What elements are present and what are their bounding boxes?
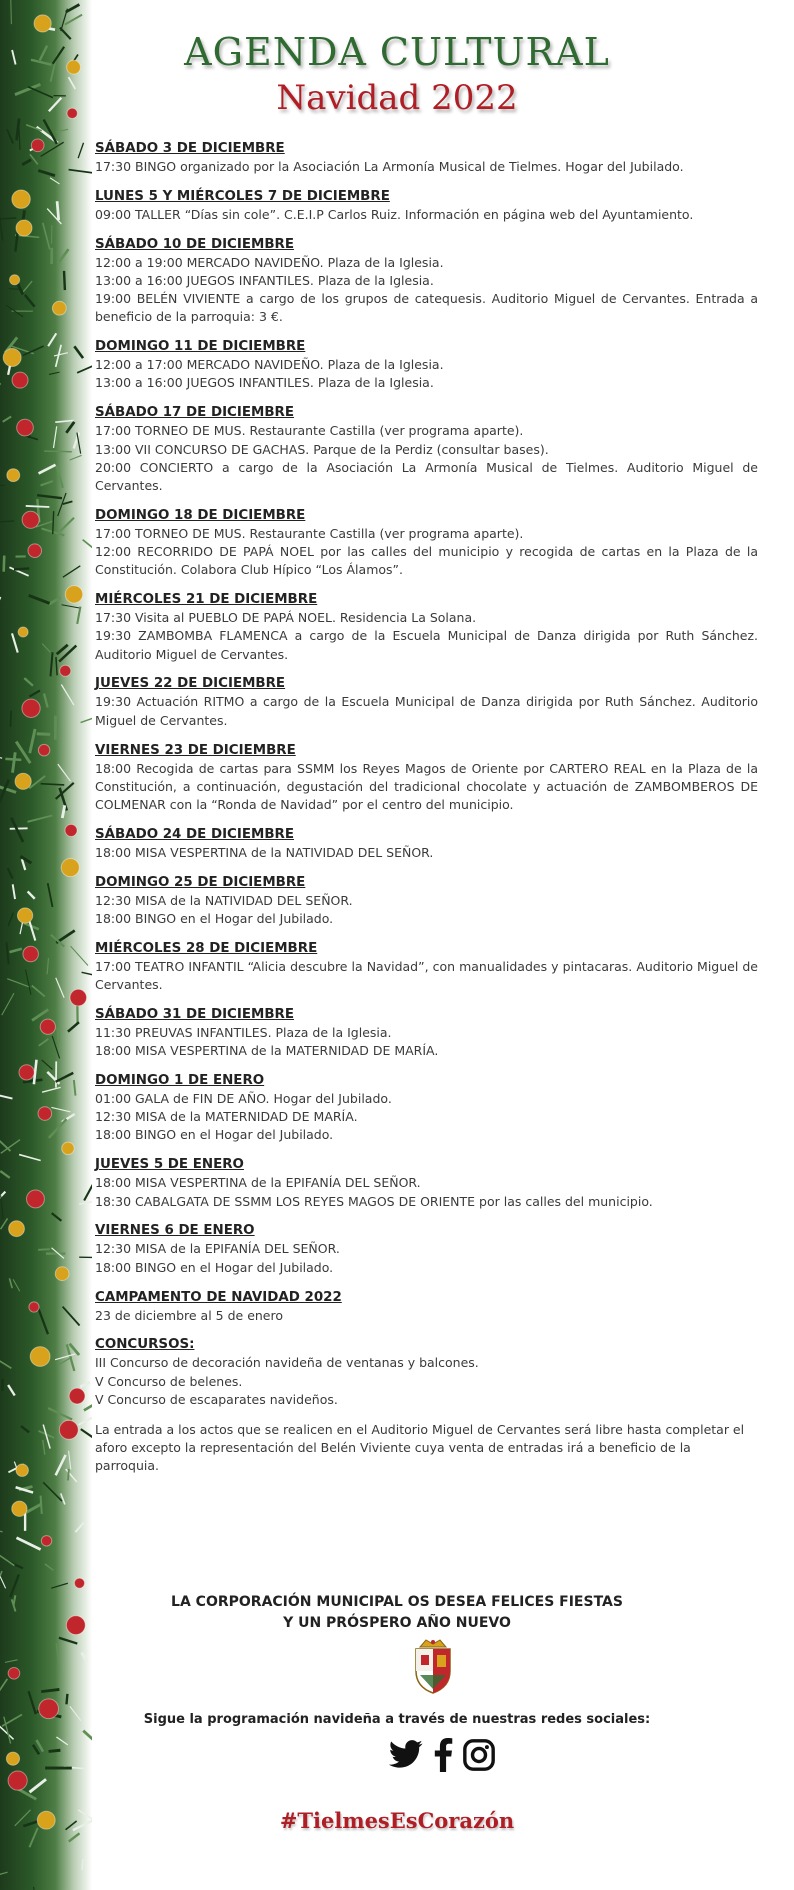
pine-needle [68,1022,79,1031]
day-title: CAMPAMENTO DE NAVIDAD 2022 [95,1289,342,1305]
pine-needle [58,764,71,781]
pine-needle [0,1354,11,1368]
ornament-ball [8,1667,20,1679]
event-line: 19:00 BELÉN VIVIENTE a cargo de los grupos de catequesis. Auditorio Miguel de Cervantes. Entrada a beneficio de la parroquia: 3 €. [95,291,758,325]
pine-needle [79,1200,92,1205]
day-title: CONCURSOS: [95,1337,195,1353]
pine-needle [10,711,11,727]
pine-needle [51,935,64,947]
pine-needle [29,595,50,603]
pine-needle [66,5,80,13]
ornament-ball [70,989,87,1006]
pine-needle [30,729,35,753]
event-line: 19:30 Actuación RITMO a cargo de la Escuela Municipal de Danza dirigida por Ruth Sánchez. Auditorio Miguel de Cervantes. [95,694,758,728]
pine-needle [58,493,66,516]
pine-needle [14,568,29,569]
pine-needle [0,218,16,219]
pine-needle [41,784,65,785]
ornament-ball [61,859,79,877]
event-line: 12:00 a 17:00 MERCADO NAVIDEÑO. Plaza de la Iglesia. [95,357,444,373]
event-line: 18:00 MISA VESPERTINA de la EPIFANÍA DEL SEÑOR. [95,1175,421,1191]
agenda-day [95,1072,758,1145]
pine-needle [57,201,59,220]
pine-needle [0,1679,7,1691]
day-title: MIÉRCOLES 28 DE DICIEMBRE [95,940,318,956]
pine-needle [38,1249,50,1250]
pine-needle [26,506,50,507]
pine-needle [77,363,92,373]
pine-needle [0,1529,3,1532]
pine-needle [7,979,30,988]
pine-needle [83,540,92,548]
day-title: SÁBADO 24 DE DICIEMBRE [95,826,295,842]
agenda-day [95,940,758,994]
event-line: 18:00 MISA VESPERTINA de la MATERNIDAD DE MARÍA. [95,1043,439,1059]
pine-needle [43,223,50,249]
pine-needle [77,607,80,624]
ornament-ball [31,139,44,152]
pine-needle [3,417,12,422]
ornament-ball [18,627,28,637]
pine-needle [0,1094,12,1099]
event-line: 17:30 Visita al PUEBLO DE PAPÁ NOEL. Residencia La Solana. [95,610,477,626]
ornament-ball [69,1388,85,1404]
pine-needle [63,1307,80,1326]
closing-line-1: LA CORPORACIÓN MUNICIPAL OS DESEA FELICES FIESTAS [171,1594,623,1610]
pine-needle [25,295,35,307]
pine-needle [59,646,76,662]
ornament-ball [60,665,71,676]
pine-needle [55,1354,75,1360]
pine-needle [49,372,59,374]
pine-needle [12,633,18,652]
pine-needle [42,1087,61,1092]
pine-needle [63,566,80,577]
page-title: AGENDA CULTURAL [184,30,610,74]
pine-needle [25,970,30,995]
event-line: 12:30 MISA de la NATIVIDAD DEL SEÑOR. [95,892,353,908]
pine-needle [66,1694,67,1704]
pine-needle [81,714,92,722]
pine-needle [0,1571,2,1593]
pine-needle [70,455,82,460]
pine-needle [54,353,68,356]
pine-needle [9,289,19,290]
event-line: III Concurso de decoración navideña de ventanas y balcones. [95,1355,479,1371]
pine-needle [50,652,52,676]
pine-needle [39,465,56,474]
pine-needle [10,949,22,952]
event-line: 13:00 VII CONCURSO DE GACHAS. Parque de la Perdiz (consultar bases). [95,441,549,457]
pine-needle [42,644,50,653]
pine-needle [5,1660,18,1663]
agenda-day [95,826,758,862]
ornament-ball [12,1501,27,1516]
agenda-day [95,507,758,580]
pine-needle [69,170,92,174]
pine-needle [21,1426,29,1432]
agenda-day [95,1222,758,1276]
pine-needle [1,1218,8,1229]
pine-needle [17,282,23,294]
pine-needle [56,1737,67,1745]
pine-needle [62,605,81,608]
twitter-icon[interactable] [388,1739,424,1775]
pine-needle [24,678,33,686]
event-line: 11:30 PREUVAS INFANTILES. Plaza de la Iglesia. [95,1024,392,1040]
pine-needle [28,891,35,898]
day-title: DOMINGO 25 DE DICIEMBRE [95,874,306,890]
ornament-ball [41,1536,51,1546]
pine-needle [57,645,68,654]
event-line: 18:00 BINGO en el Hogar del Jubilado. [95,1259,334,1275]
pine-needle [19,128,20,150]
ornament-ball [22,699,40,717]
pine-needle [22,859,25,870]
pine-needle [30,154,38,164]
pine-needle [80,1382,90,1386]
entry-note: La entrada a los actos que se realicen en el Auditorio Miguel de Cervantes será libre hasta completar el aforo excepto la representación del Belén Viviente cuya venta de entradas irá a beneficio de la parroquia. [95,1421,745,1474]
event-line: 23 de diciembre al 5 de enero [95,1307,284,1323]
pine-needle [47,958,48,974]
day-title: MIÉRCOLES 21 DE DICIEMBRE [95,592,318,608]
pine-needle [22,160,31,165]
pine-needle [13,1279,20,1291]
pine-needle [29,1691,36,1714]
pine-needle [56,1073,74,1082]
ornament-ball [40,1019,55,1034]
pine-needle [1,1195,4,1219]
pine-needle [0,780,9,803]
pine-needle [23,281,32,292]
agenda-day [95,1336,758,1409]
pine-needle [41,481,53,485]
social-icons [388,1738,496,1776]
agenda-day [95,742,758,815]
pine-needle [43,1440,45,1455]
pine-needle [69,1833,80,1841]
pine-needle [19,1155,41,1161]
day-title: DOMINGO 11 DE DICIEMBRE [95,339,306,355]
pine-needle [75,1522,84,1532]
pine-needle [61,684,74,705]
day-title: LUNES 5 Y MIÉRCOLES 7 DE DICIEMBRE [95,188,390,204]
pine-needle [62,805,64,818]
event-line: 18:00 Recogida de cartas para SSMM los Reyes Magos de Oriente por CARTERO REAL en la Plaza de la Constitución, a continuación, degustación del tradicional chocolate y actuación de ZAMBOMBEROS DE COLMENAR con la “Ronda de Navidad” por el centro del municipio. [95,760,758,812]
pine-needle [64,271,65,290]
ornament-ball [52,301,66,315]
pine-needle [66,422,74,433]
pine-needle [56,978,64,998]
ornament-ball [9,1221,25,1237]
ornament-ball [10,275,20,285]
ornament-ball [74,1578,84,1588]
pine-needle [69,1451,71,1470]
day-title: JUEVES 5 DE ENERO [95,1157,244,1173]
agenda-day [95,874,758,928]
pine-needle [74,1080,76,1096]
pine-needle [44,694,48,708]
pine-needle [56,1455,66,1475]
pine-needle [58,249,69,263]
ornament-ball [17,908,32,923]
day-title: SÁBADO 17 DE DICIEMBRE [95,405,295,421]
event-line: 18:30 CABALGATA DE SSMM LOS REYES MAGOS DE ORIENTE por las calles del municipio. [95,1193,653,1209]
hashtag: #TielmesEsCorazón [279,1808,515,1833]
closing-message [0,1592,794,1634]
ornament-ball [17,419,34,436]
ornament-ball [27,1190,45,1208]
instagram-icon[interactable] [462,1738,496,1776]
event-line: 18:00 BINGO en el Hogar del Jubilado. [95,910,334,926]
event-line: 17:00 TEATRO INFANTIL “Alicia descubre la Navidad”, con manualidades y pintacaras. Auditorio Miguel de Cervantes. [95,958,758,993]
pine-needle [56,657,57,675]
pine-needle [60,518,74,532]
agenda-list [95,140,758,1475]
agenda-day [95,338,758,392]
ornament-ball [12,372,28,388]
pine-needle [50,178,60,184]
event-line: 18:00 MISA VESPERTINA de la NATIVIDAD DEL SEÑOR. [95,844,434,860]
pine-needle [51,1107,70,1111]
pine-needle [29,691,40,697]
pine-needle [8,868,13,878]
pine-needle [53,511,54,534]
pine-needle [0,1872,8,1879]
pine-needle [0,1553,14,1566]
ornament-ball [38,744,49,755]
pine-needle [57,466,63,488]
event-line: 13:00 a 16:00 JUEGOS INFANTILES. Plaza de la Iglesia. [95,272,434,288]
ornament-ball [38,1107,52,1121]
agenda-day [95,1289,758,1325]
agenda-day [95,140,758,176]
event-line: 17:30 BINGO organizado por la Asociación La Armonía Musical de Tielmes. Hogar del Jubilado. [95,159,684,174]
ornament-ball [6,1752,19,1765]
day-title: SÁBADO 31 DE DICIEMBRE [95,1006,295,1022]
pine-needle [55,420,73,422]
agenda-day [95,675,758,729]
ornament-ball [55,1267,69,1281]
event-line: V Concurso de escaparates navideños. [95,1391,338,1407]
pine-needle [48,883,53,907]
pine-needle [38,1309,47,1334]
pine-needle [68,1469,69,1481]
pine-needle [0,521,14,522]
pine-needle [13,884,15,899]
ornament-ball [15,773,31,789]
event-line: 09:00 TALLER “Días sin cole”. C.E.I.P Carlos Ruiz. Información en página web del Ayuntamiento. [95,206,694,222]
ornament-ball [22,511,39,528]
pine-needle [8,1385,15,1395]
pine-needle [45,1564,53,1570]
facebook-icon[interactable] [432,1738,454,1776]
pine-needle [7,942,9,964]
pine-needle [56,129,68,132]
agenda-day [95,591,758,664]
pine-needle [59,1638,77,1644]
agenda-day [95,1006,758,1060]
ornament-ball [3,349,21,367]
pine-needle [1,1140,20,1154]
pine-needle [2,993,14,1015]
ornament-ball [62,1142,74,1154]
event-line: 12:30 MISA de la MATERNIDAD DE MARÍA. [95,1109,358,1125]
pine-needle [78,143,83,158]
ornament-ball [8,1771,27,1790]
pine-needle [44,120,57,144]
pine-needle [9,1278,12,1288]
event-line: 12:30 MISA de la EPIFANÍA DEL SEÑOR. [95,1241,340,1257]
pine-needle [0,755,2,758]
pine-needle [48,1408,72,1419]
page-subtitle: Navidad 2022 [276,78,518,118]
pine-needle [82,972,92,976]
pine-needle [39,1039,49,1046]
ornament-ball [16,220,32,236]
pine-needle [51,1583,68,1588]
closing-line-2: Y UN PRÓSPERO AÑO NUEVO [283,1615,511,1631]
pine-needle [49,597,61,604]
day-title: JUEVES 22 DE DICIEMBRE [95,676,286,692]
pine-needle [71,946,88,965]
ornament-ball [29,1302,39,1312]
pine-needle [33,1745,39,1755]
pine-needle [32,1010,48,1021]
ornament-ball [19,1065,34,1080]
pine-needle [52,1213,62,1221]
ornament-ball [16,1464,28,1476]
pine-needle [48,333,56,346]
pine-needle [44,451,72,452]
pine-needle [7,129,13,143]
ornament-ball [65,586,82,603]
event-line: V Concurso de belenes. [95,1373,243,1389]
event-line: 13:00 a 16:00 JUEGOS INFANTILES. Plaza de la Iglesia. [95,375,434,391]
pine-needle [84,1185,92,1201]
pine-needle [82,1859,83,1870]
day-title: SÁBADO 3 DE DICIEMBRE [95,141,285,156]
pine-needle [41,1689,59,1691]
pine-needle [56,1644,59,1669]
event-line: 17:00 TORNEO DE MUS. Restaurante Castilla (ver programa aparte). [95,423,524,439]
event-line: 12:00 a 19:00 MERCADO NAVIDEÑO. Plaza de la Iglesia. [95,254,444,270]
day-title: VIERNES 23 DE DICIEMBRE [95,742,296,758]
pine-needle [37,495,62,498]
ornament-ball [59,1420,78,1439]
pine-needle [61,1493,65,1504]
pine-needle [20,922,23,934]
pine-needle [11,0,12,24]
pine-needle [30,1779,46,1792]
pine-needle [4,556,5,572]
ornament-ball [12,190,30,208]
pine-needle [57,1027,58,1041]
event-line: 19:30 ZAMBOMBA FLAMENCA a cargo de la Escuela Municipal de Danza dirigida por Ruth Sánchez. Auditorio Miguel de Cervantes. [95,628,758,662]
pine-needle [83,1731,92,1746]
agenda-day [95,188,758,224]
pine-needle [74,346,83,358]
event-line: 20:00 CONCIERTO a cargo de la Asociación La Armonía Musical de Tielmes. Auditorio Miguel de Cervantes. [95,459,758,493]
coat-of-arms-icon [412,1637,454,1695]
event-line: 12:00 RECORRIDO DE PAPÁ NOEL por las calles del municipio y recogida de cartas en la Plaza de la Constitución. Colabora Club Hípico “Los Álamos”. [95,544,758,578]
pine-needle [84,1399,92,1410]
event-line: 17:00 TORNEO DE MUS. Restaurante Castilla (ver programa aparte). [95,525,524,541]
pine-needle [63,501,73,504]
pine-needle [13,752,16,772]
pine-needle [82,1652,87,1661]
ornament-ball [23,946,38,961]
pine-needle [26,1504,42,1513]
agenda-day [95,236,758,327]
pine-needle [81,1429,92,1438]
pine-needle [38,170,55,175]
day-title: DOMINGO 1 DE ENERO [95,1073,265,1089]
pine-needle [8,913,13,926]
pine-needle [54,426,57,448]
day-title: SÁBADO 10 DE DICIEMBRE [95,236,295,252]
pine-needle [16,1538,40,1550]
ornament-ball [28,544,42,558]
pine-needle [49,1119,67,1138]
agenda-day [95,404,758,495]
ornament-ball [7,469,20,482]
pine-needle [70,1344,80,1355]
pine-needle [41,1496,42,1514]
pine-needle [32,986,45,997]
pine-needle [27,816,52,822]
pine-needle [65,15,82,25]
pine-needle [0,1576,5,1588]
pine-needle [11,818,23,842]
social-follow-text: Sigue la programación navideña a través de nuestras redes sociales: [143,1712,651,1727]
pine-needle [42,1060,53,1070]
pine-needle [37,734,50,735]
event-line: 18:00 BINGO en el Hogar del Jubilado. [95,1127,334,1143]
event-line: 01:00 GALA de FIN DE AÑO. Hogar del Jubilado. [95,1091,392,1107]
pine-needle [49,1750,61,1751]
pine-needle [43,1482,62,1501]
day-title: VIERNES 6 DE ENERO [95,1223,255,1239]
day-title: DOMINGO 18 DE DICIEMBRE [95,507,306,523]
pine-needle [78,1417,92,1425]
ornament-ball [65,824,77,836]
pine-needle [0,1171,9,1178]
ornament-ball [30,1347,50,1367]
agenda-day [95,1156,758,1210]
